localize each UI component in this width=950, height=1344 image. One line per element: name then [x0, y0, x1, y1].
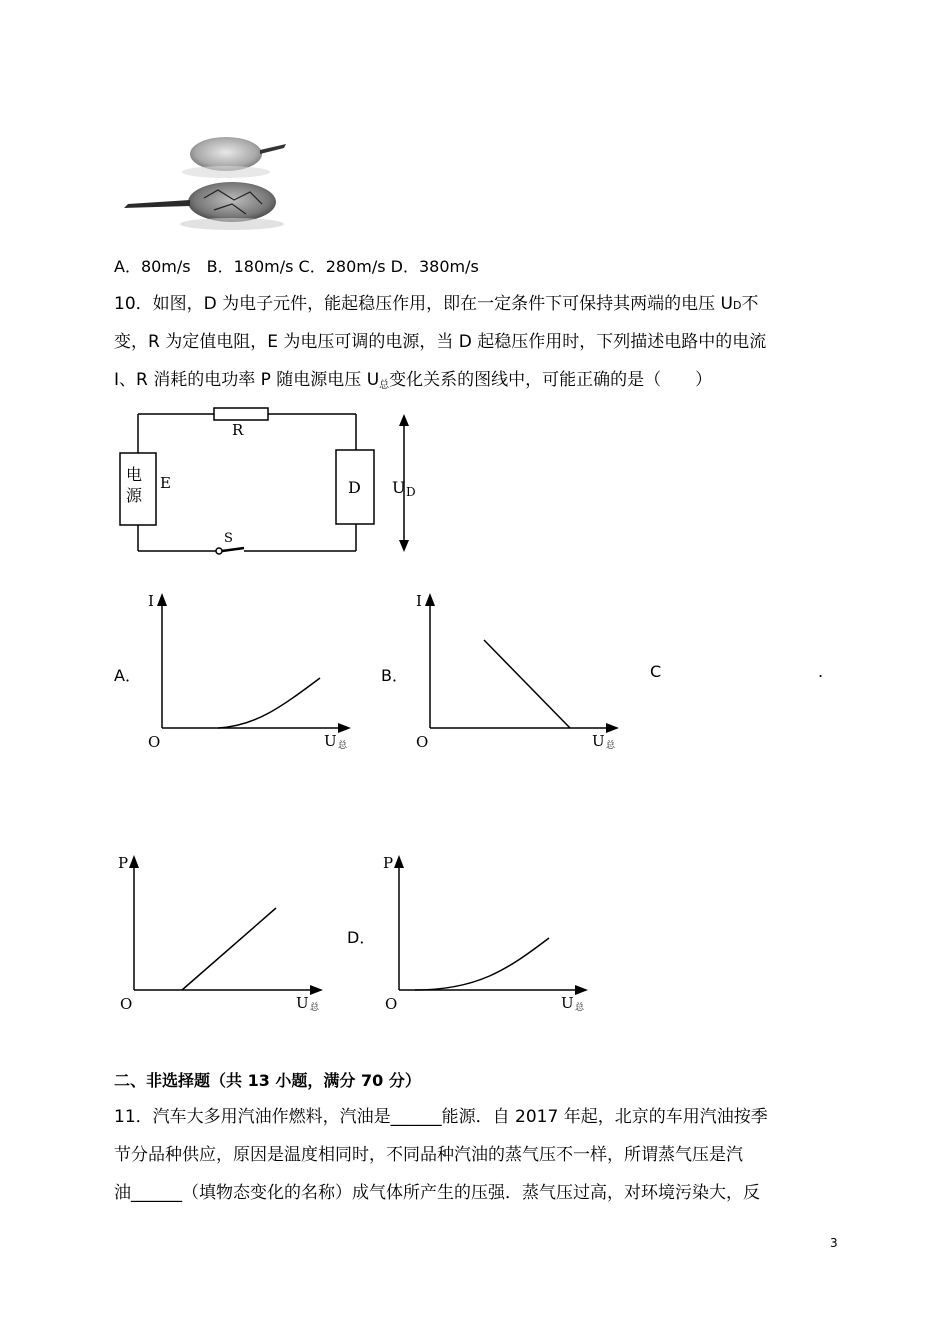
- graph-D: [377, 850, 597, 1020]
- voltage-label: U: [392, 478, 406, 497]
- option-A-label: A．: [114, 666, 141, 685]
- graph-A-x-sub: 总: [338, 741, 348, 751]
- voltage-arrow-bottom: [399, 540, 409, 552]
- q10-line-1-end: 不: [741, 294, 759, 314]
- option-D-label: D．: [347, 928, 376, 947]
- switch-pivot: [216, 548, 222, 554]
- q9-choices: A．80m/s B．180m/s C．280m/s D．380m/s: [114, 257, 479, 276]
- graph-B-x-sub: 总: [606, 741, 616, 751]
- q11-line-2: 节分品种供应，原因是温度相同时，不同品种汽油的蒸气压不一样，所谓蒸气压是汽: [114, 1145, 743, 1165]
- q10-line-1-sub: D: [732, 299, 742, 312]
- voltage-sub: D: [406, 485, 416, 499]
- graph-B: [408, 588, 628, 758]
- switch-label: S: [224, 531, 233, 546]
- option-C-dot: .: [818, 662, 824, 681]
- page-number: 3: [830, 1236, 838, 1250]
- circuit-diagram: [114, 400, 444, 560]
- graph-A-x-label: U: [324, 732, 337, 750]
- q10-line-1-text: 10．如图，D 为电子元件，能起稳压作用，即在一定条件下可保持其两端的电压 U: [114, 294, 733, 314]
- option-C-label: C: [650, 662, 662, 681]
- graph-C: [112, 850, 332, 1020]
- q10-line-1: [114, 293, 758, 317]
- source-letter: E: [160, 474, 171, 492]
- graph-D-y-label: P: [383, 854, 394, 872]
- graph-D-origin: O: [385, 995, 398, 1013]
- graph-C-line: [182, 908, 276, 990]
- graph-B-y-label: I: [416, 592, 422, 610]
- voltage-arrow-top: [399, 414, 409, 426]
- resistor-label: R: [232, 421, 244, 439]
- q11-line-3: 油______（填物态变化的名称）成气体所产生的压强．蒸气压过高，对环境污染大，反: [114, 1183, 760, 1203]
- option-B-label: B．: [381, 666, 408, 685]
- bullet-apple-photo: [114, 128, 294, 240]
- graph-C-x-sub: 总: [310, 1003, 320, 1013]
- resistor: [214, 408, 268, 420]
- q10-line-3: [114, 369, 712, 397]
- q11-line-1: 11．汽车大多用汽油作燃料，汽油是______能源．自 2017 年起，北京的车用汽油按季: [114, 1107, 768, 1127]
- q10-line-2: 变，R 为定值电阻，E 为电压可调的电源，当 D 起稳压作用时，下列描述电路中的电流: [114, 332, 767, 352]
- section-2-title: 二、非选择题（共 13 小题，满分 70 分）: [114, 1071, 421, 1090]
- graph-C-x-label: U: [296, 994, 309, 1012]
- graph-A-curve: [218, 678, 320, 728]
- graph-D-x-sub: 总: [575, 1003, 585, 1013]
- q10-line-3-end: 变化关系的图线中，可能正确的是（ ）: [389, 370, 713, 390]
- graph-B-origin: O: [416, 733, 429, 751]
- graph-A-origin: O: [148, 733, 161, 751]
- graph-D-x-label: U: [561, 994, 574, 1012]
- graph-B-x-label: U: [592, 732, 605, 750]
- element-label: D: [348, 478, 361, 497]
- graph-A-y-label: I: [148, 592, 154, 610]
- q10-line-3-text: I、R 消耗的电功率 P 随电源电压 U: [114, 370, 380, 390]
- q10-line-3-sub: 总: [379, 380, 390, 391]
- graph-A: [140, 588, 360, 758]
- source-label-2: 源: [126, 486, 143, 505]
- graph-B-line: [484, 640, 570, 728]
- graph-D-curve: [415, 938, 549, 990]
- graph-C-y-label: P: [118, 854, 129, 872]
- graph-C-origin: O: [120, 995, 133, 1013]
- source-label-1: 电: [126, 465, 143, 484]
